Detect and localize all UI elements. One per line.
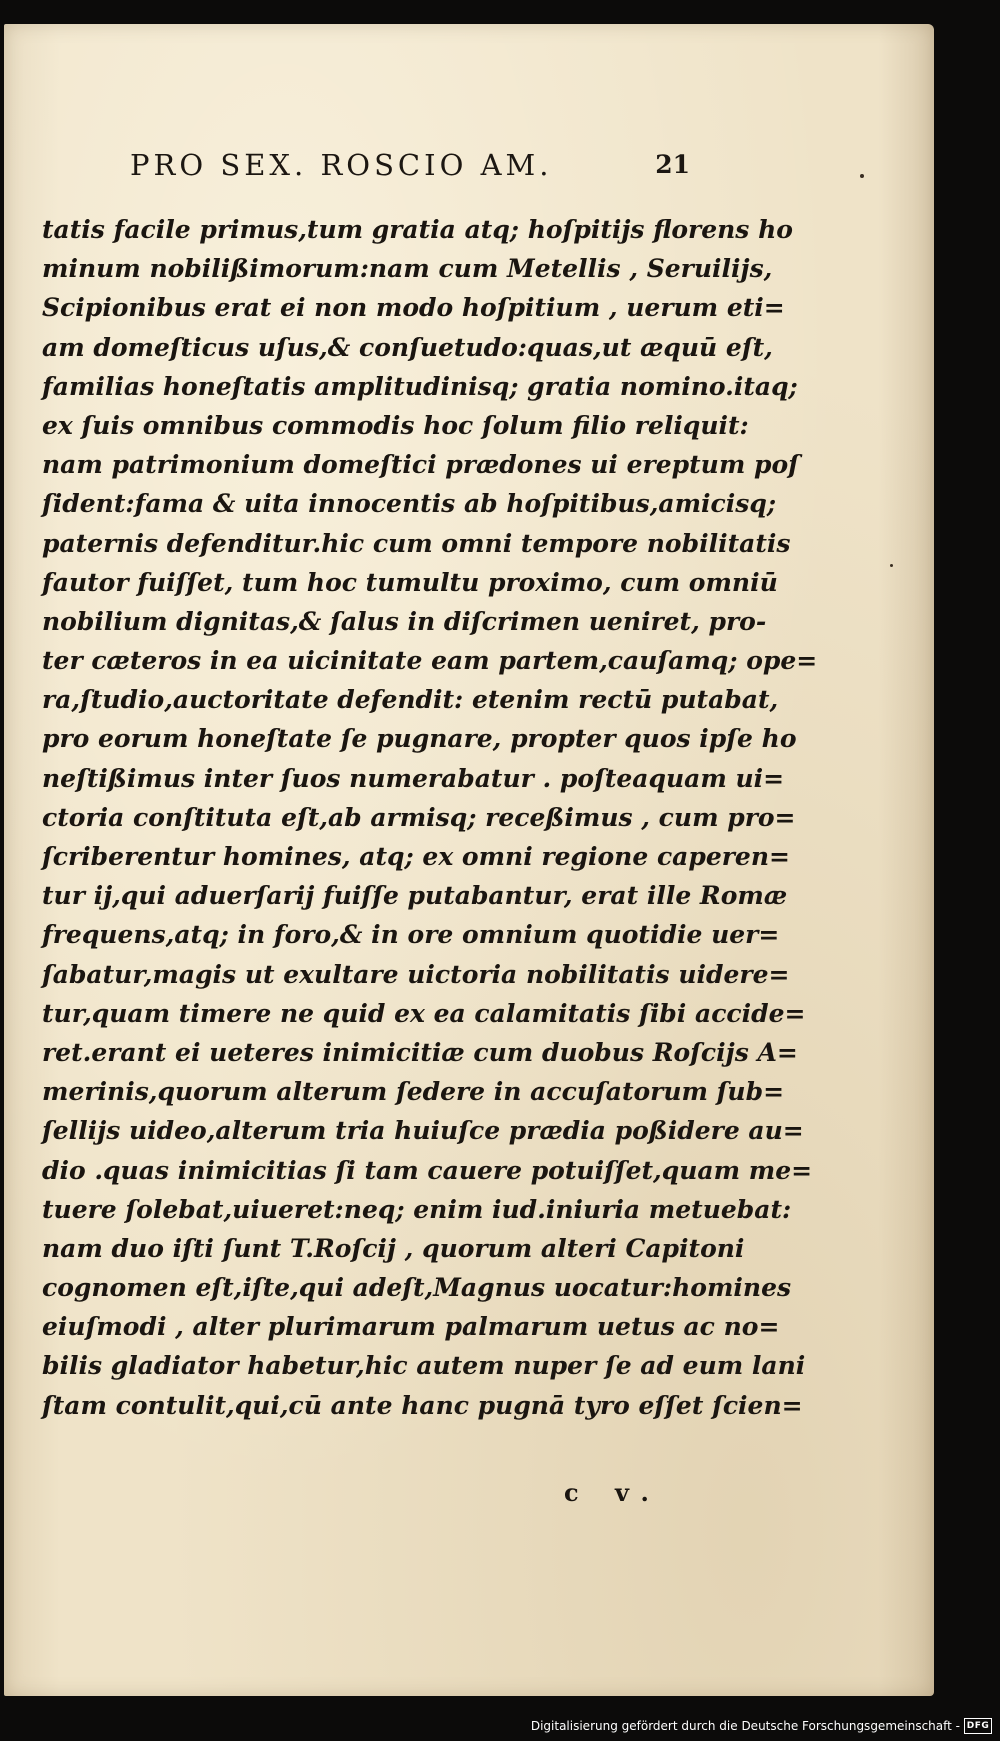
- text-line: minum nobilißimorum:nam cum Metellis , Seruilijs,: [42, 254, 773, 284]
- text-line: ret.erant ei ueteres inimicitiæ cum duobus Roſcijs A=: [42, 1037, 798, 1067]
- text-line: paternis defenditur.hic cum omni tempore nobilitatis: [42, 528, 791, 558]
- text-line: tuere ſolebat,uiueret:neq; enim iud.iniuria metuebat:: [42, 1194, 792, 1224]
- text-line: nam patrimonium domeſtici prædones ui ereptum poſ: [42, 450, 799, 480]
- text-line: neſtißimus inter ſuos numerabatur . poſteaquam ui=: [42, 763, 785, 793]
- text-line: ſident:fama & uita innocentis ab hoſpitibus,amicisq;: [42, 489, 777, 519]
- text-line: tur ij,qui aduerſarij fuiſſe putabantur, erat ille Romæ: [42, 881, 788, 911]
- text-line: ſellijs uideo,alterum tria huiuſce prædia poßidere au=: [42, 1116, 804, 1146]
- text-line: am domeſticus uſus,& conſuetudo:quas,ut æquū eſt,: [42, 332, 773, 362]
- digitization-credit: [531, 1715, 992, 1737]
- text-line: ſabatur,magis ut exultare uictoria nobilitatis uidere=: [42, 959, 790, 989]
- text-line: merinis,quorum alterum ſedere in accuſatorum ſub=: [42, 1077, 785, 1107]
- text-line: tur,quam timere ne quid ex ea calamitatis ſibi accide=: [42, 998, 806, 1028]
- text-line: ex ſuis omnibus commodis hoc ſolum filio reliquit:: [42, 410, 749, 440]
- text-line: ſtam contulit,qui,cū ante hanc pugnā tyro eſſet ſcien=: [42, 1390, 803, 1420]
- ink-speck: [890, 564, 893, 567]
- text-line: fautor fuiſſet, tum hoc tumultu proximo, cum omniū: [42, 567, 778, 597]
- page-header: [130, 144, 690, 194]
- text-line: ctoria conſtituta eſt,ab armisq; receßimus , cum pro=: [42, 802, 796, 832]
- text-line: nam duo iſti ſunt T.Roſcij , quorum alteri Capitoni: [42, 1233, 745, 1263]
- dfg-logo: DFG: [964, 1718, 992, 1734]
- text-line: frequens,atq; in foro,& in ore omnium quotidie uer=: [42, 920, 780, 950]
- signature-mark: c v.: [564, 1478, 663, 1507]
- text-line: pro eorum honeſtate ſe pugnare, propter quos ipſe ho: [42, 724, 797, 754]
- book-page: [4, 24, 934, 1696]
- text-line: Scipionibus erat ei non modo hoſpitium , uerum eti=: [42, 293, 785, 323]
- text-line: cognomen eſt,iſte,qui adeſt,Magnus uocatur:homines: [42, 1273, 792, 1303]
- text-line: dio .quas inimicitias ſi tam cauere potuiſſet,quam me=: [42, 1155, 813, 1185]
- text-line: tatis facile primus,tum gratia atq; hoſpitijs florens ho: [42, 215, 793, 244]
- folio-number: 21: [655, 150, 690, 179]
- body-text: [42, 210, 818, 1425]
- ink-speck: [860, 174, 864, 178]
- text-line: ſcriberentur homines, atq; ex omni regione caperen=: [42, 842, 790, 871]
- text-line: ter cæteros in ea uicinitate eam partem,cauſamq; ope=: [42, 646, 818, 676]
- text-line: nobilium dignitas,& ſalus in diſcrimen ueniret, pro-: [42, 606, 767, 636]
- text-line: familias honeſtatis amplitudinisq; gratia nomino.itaq;: [42, 371, 798, 401]
- text-line: eiuſmodi , alter plurimarum palmarum uetus ac no=: [42, 1312, 780, 1342]
- text-line: bilis gladiator habetur,hic autem nuper ſe ad eum lani: [42, 1351, 806, 1381]
- credit-text: Digitalisierung gefördert durch die Deutsche Forschungsgemeinschaft -: [530, 1719, 960, 1733]
- text-line: ra,ſtudio,auctoritate defendit: etenim rectū putabat,: [42, 685, 779, 715]
- running-title: PRO SEX. ROSCIO AM.: [130, 148, 553, 182]
